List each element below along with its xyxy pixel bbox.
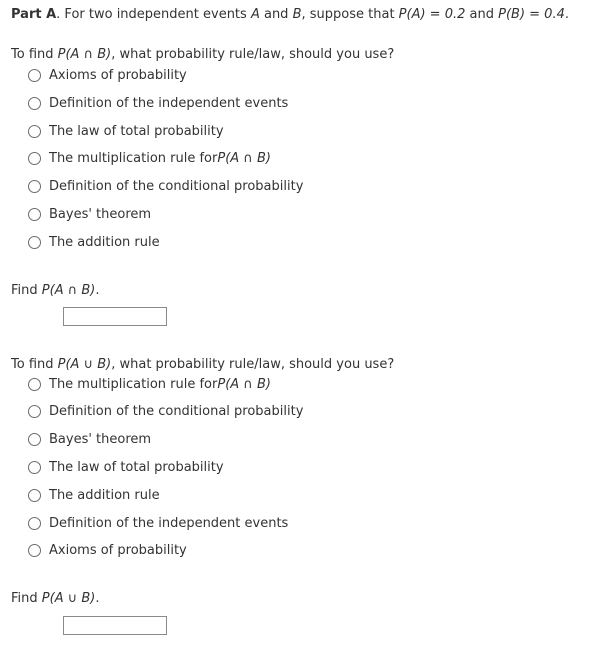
radio-button[interactable]: [28, 405, 41, 418]
radio-button[interactable]: [28, 152, 41, 165]
radio-button[interactable]: [28, 433, 41, 446]
q1-option-conditional-probability[interactable]: Definition of the conditional probability: [28, 177, 303, 195]
q1-option-addition-rule[interactable]: The addition rule: [28, 233, 160, 251]
q1-option-axioms[interactable]: Axioms of probability: [28, 66, 187, 84]
radio-button[interactable]: [28, 544, 41, 557]
part-a-intro: Part A. For two independent events A and B, suppose that P(A) = 0.2 and P(B) = 0.4.: [11, 7, 569, 22]
answer-input-2[interactable]: [63, 616, 167, 635]
q1-option-bayes[interactable]: Bayes' theorem: [28, 205, 151, 223]
radio-button[interactable]: [28, 208, 41, 221]
answer-input-1[interactable]: [63, 307, 167, 326]
radio-button[interactable]: [28, 180, 41, 193]
q1-option-multiplication-rule[interactable]: The multiplication rule for P(A ∩ B): [28, 149, 271, 167]
q2-option-bayes[interactable]: Bayes' theorem: [28, 430, 151, 448]
question-1-prompt: To find P(A ∩ B), what probability rule/law, should you use?: [11, 47, 395, 62]
question-2-prompt: To find P(A ∪ B), what probability rule/law, should you use?: [11, 357, 395, 372]
radio-button[interactable]: [28, 461, 41, 474]
find-2-prompt: Find P(A ∪ B).: [11, 591, 100, 606]
q2-option-multiplication-rule[interactable]: The multiplication rule for P(A ∩ B): [28, 375, 271, 393]
q1-option-total-probability[interactable]: The law of total probability: [28, 122, 224, 140]
part-label: Part A: [11, 7, 57, 22]
q2-option-addition-rule[interactable]: The addition rule: [28, 486, 160, 504]
radio-button[interactable]: [28, 489, 41, 502]
radio-button[interactable]: [28, 97, 41, 110]
radio-button[interactable]: [28, 125, 41, 138]
q2-option-conditional-probability[interactable]: Definition of the conditional probability: [28, 402, 303, 420]
q2-option-axioms[interactable]: Axioms of probability: [28, 541, 187, 559]
find-1-prompt: Find P(A ∩ B).: [11, 283, 100, 298]
q1-option-independent-events[interactable]: Definition of the independent events: [28, 94, 288, 112]
q2-option-total-probability[interactable]: The law of total probability: [28, 458, 224, 476]
q2-option-independent-events[interactable]: Definition of the independent events: [28, 514, 288, 532]
radio-button[interactable]: [28, 517, 41, 530]
radio-button[interactable]: [28, 378, 41, 391]
radio-button[interactable]: [28, 236, 41, 249]
radio-button[interactable]: [28, 69, 41, 82]
